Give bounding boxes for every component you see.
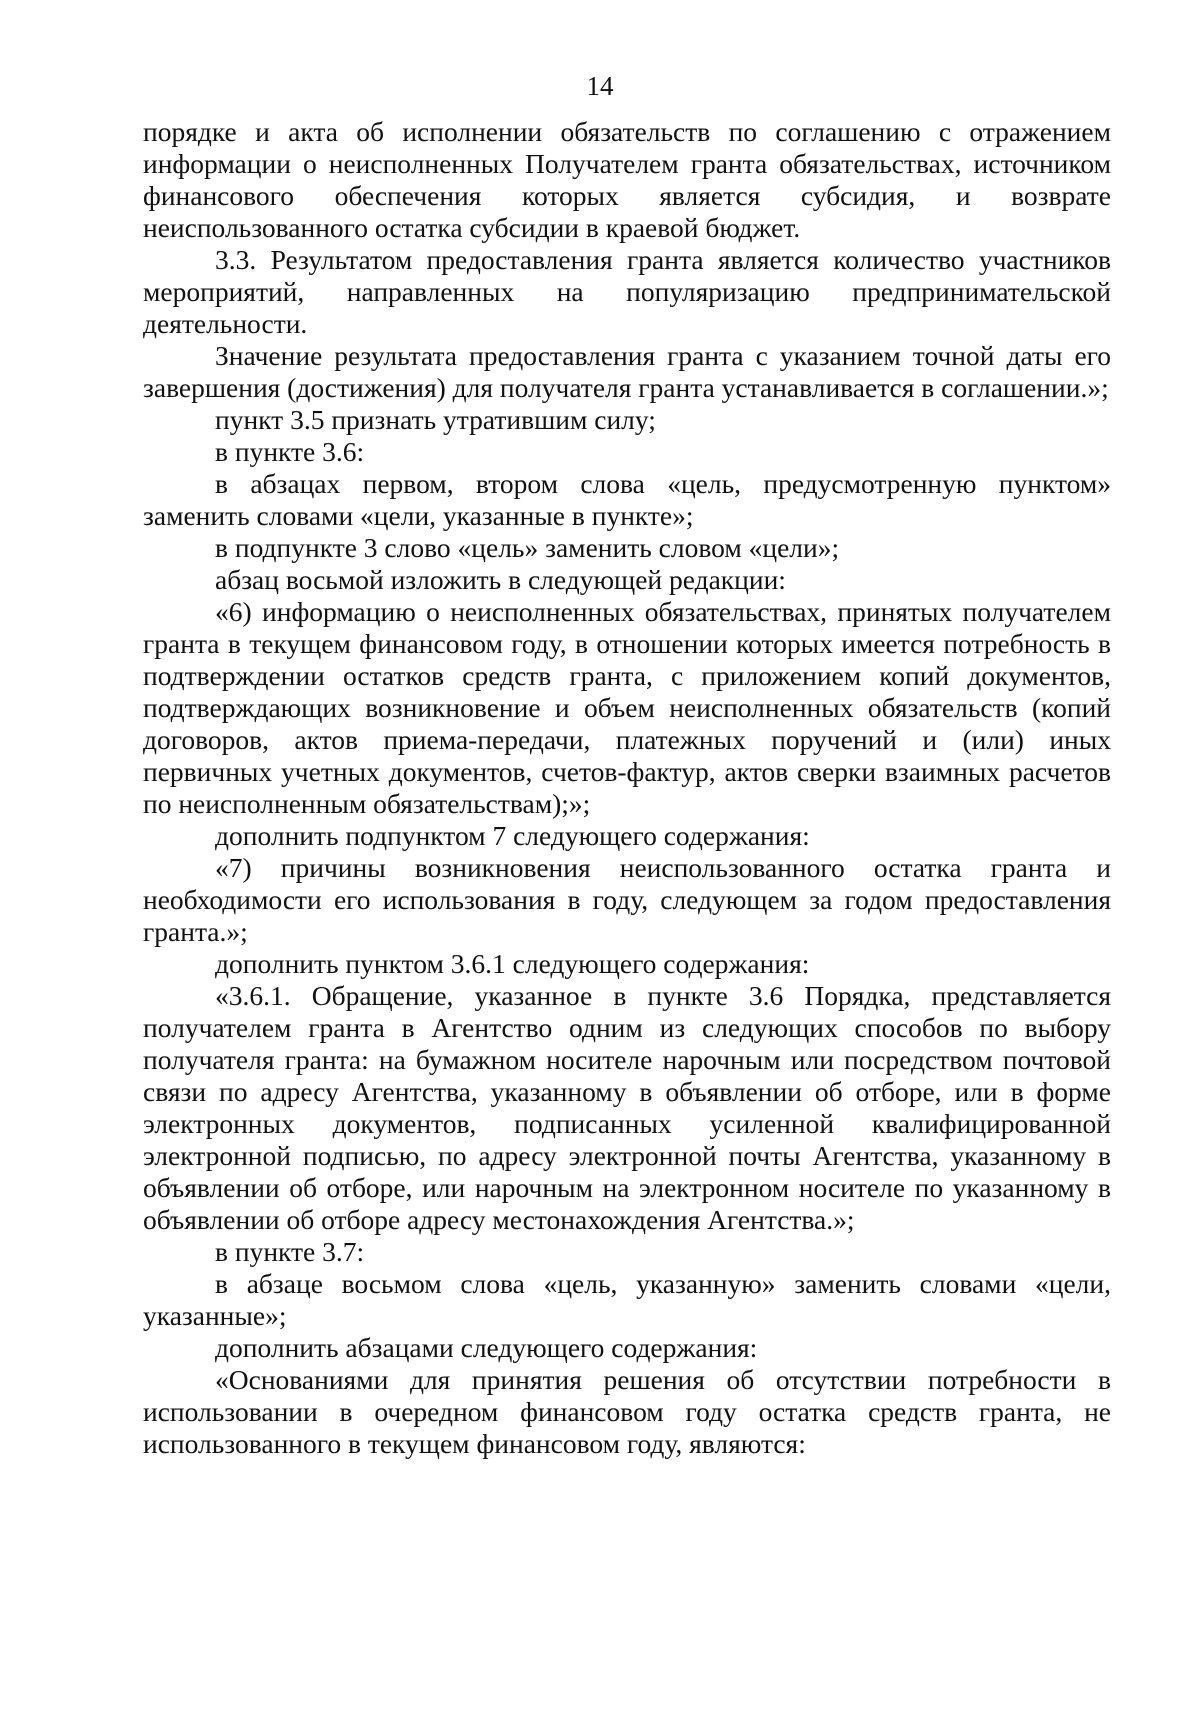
- paragraph-3-6-1: «3.6.1. Обращение, указанное в пункте 3.6 Порядка, представляется получателем гранта в Агентство одним из следующих способов по выбору получателя гранта: на бумажном носителе нарочным или посредством почтовой связи по адресу Агентства, указанному в объявлении об отборе, или в форме электронных документов, подписанных усиленной квалифицированной электронной подписью, по адресу электронной почты Агентства, указанному в объявлении об отборе, или нарочным на электронном носителе по указанному в объявлении об отборе адресу местонахождения Агентства.»;: [143, 980, 1111, 1235]
- paragraph-subpoint-3: в подпункте 3 слово «цель» заменить словом «цели»;: [215, 532, 840, 563]
- document-body: [143, 116, 1111, 1460]
- page-number: 14: [586, 71, 614, 101]
- paragraph-subpoint-7: «7) причины возникновения неиспользованного остатка гранта и необходимости его использования в году, следующем за годом предоставления гранта.»;: [143, 852, 1111, 947]
- paragraph-add-3-6-1: дополнить пунктом 3.6.1 следующего содержания:: [215, 948, 810, 979]
- paragraph-add-abzacs: дополнить абзацами следующего содержания:: [215, 1332, 758, 1363]
- paragraph-3-3: 3.3. Результатом предоставления гранта является количество участников мероприятий, направленных на популяризацию предпринимательской деятельности.: [143, 244, 1111, 339]
- paragraph-continuation: порядке и акта об исполнении обязательств по соглашению с отражением информации о неисполненных Получателем гранта обязательствах, источником финансового обеспечения которых является субсидия, и возврате неиспользованного остатка субсидии в краевой бюджет.: [143, 116, 1111, 243]
- paragraph-add-subpoint-7: дополнить подпунктом 7 следующего содержания:: [215, 820, 810, 851]
- paragraph-3-6-heading: в пункте 3.6:: [215, 436, 365, 467]
- paragraph-3-7-heading: в пункте 3.7:: [215, 1236, 365, 1267]
- paragraph-3-5-repeal: пункт 3.5 признать утратившим силу;: [215, 404, 656, 435]
- paragraph-grounds: «Основаниями для принятия решения об отсутствии потребности в использовании в очередном финансовом году остатка средств гранта, не использованного в текущем финансовом году, являются:: [143, 1364, 1111, 1459]
- paragraph-3-6-words: в абзацах первом, втором слова «цель, предусмотренную пунктом» заменить словами «цели, указанные в пункте»;: [143, 468, 1111, 531]
- paragraph-3-7-words: в абзаце восьмом слова «цель, указанную» заменить словами «цели, указанные»;: [143, 1268, 1111, 1331]
- paragraph-abzac-8: абзац восьмой изложить в следующей редакции:: [215, 564, 786, 595]
- paragraph-subpoint-6: «6) информацию о неисполненных обязательствах, принятых получателем гранта в текущем финансовом году, в отношении которых имеется потребность в подтверждении остатков средств гранта, с приложением копий документов, подтверждающих возникновение и объем неисполненных обязательств (копий договоров, актов приема-передачи, платежных поручений и (или) иных первичных учетных документов, счетов-фактур, актов сверки взаимных расчетов по неисполненным обязательствам);»;: [143, 596, 1111, 819]
- paragraph-result-value: Значение результата предоставления гранта с указанием точной даты его завершения (достижения) для получателя гранта устанавливается в соглашении.»;: [143, 340, 1111, 403]
